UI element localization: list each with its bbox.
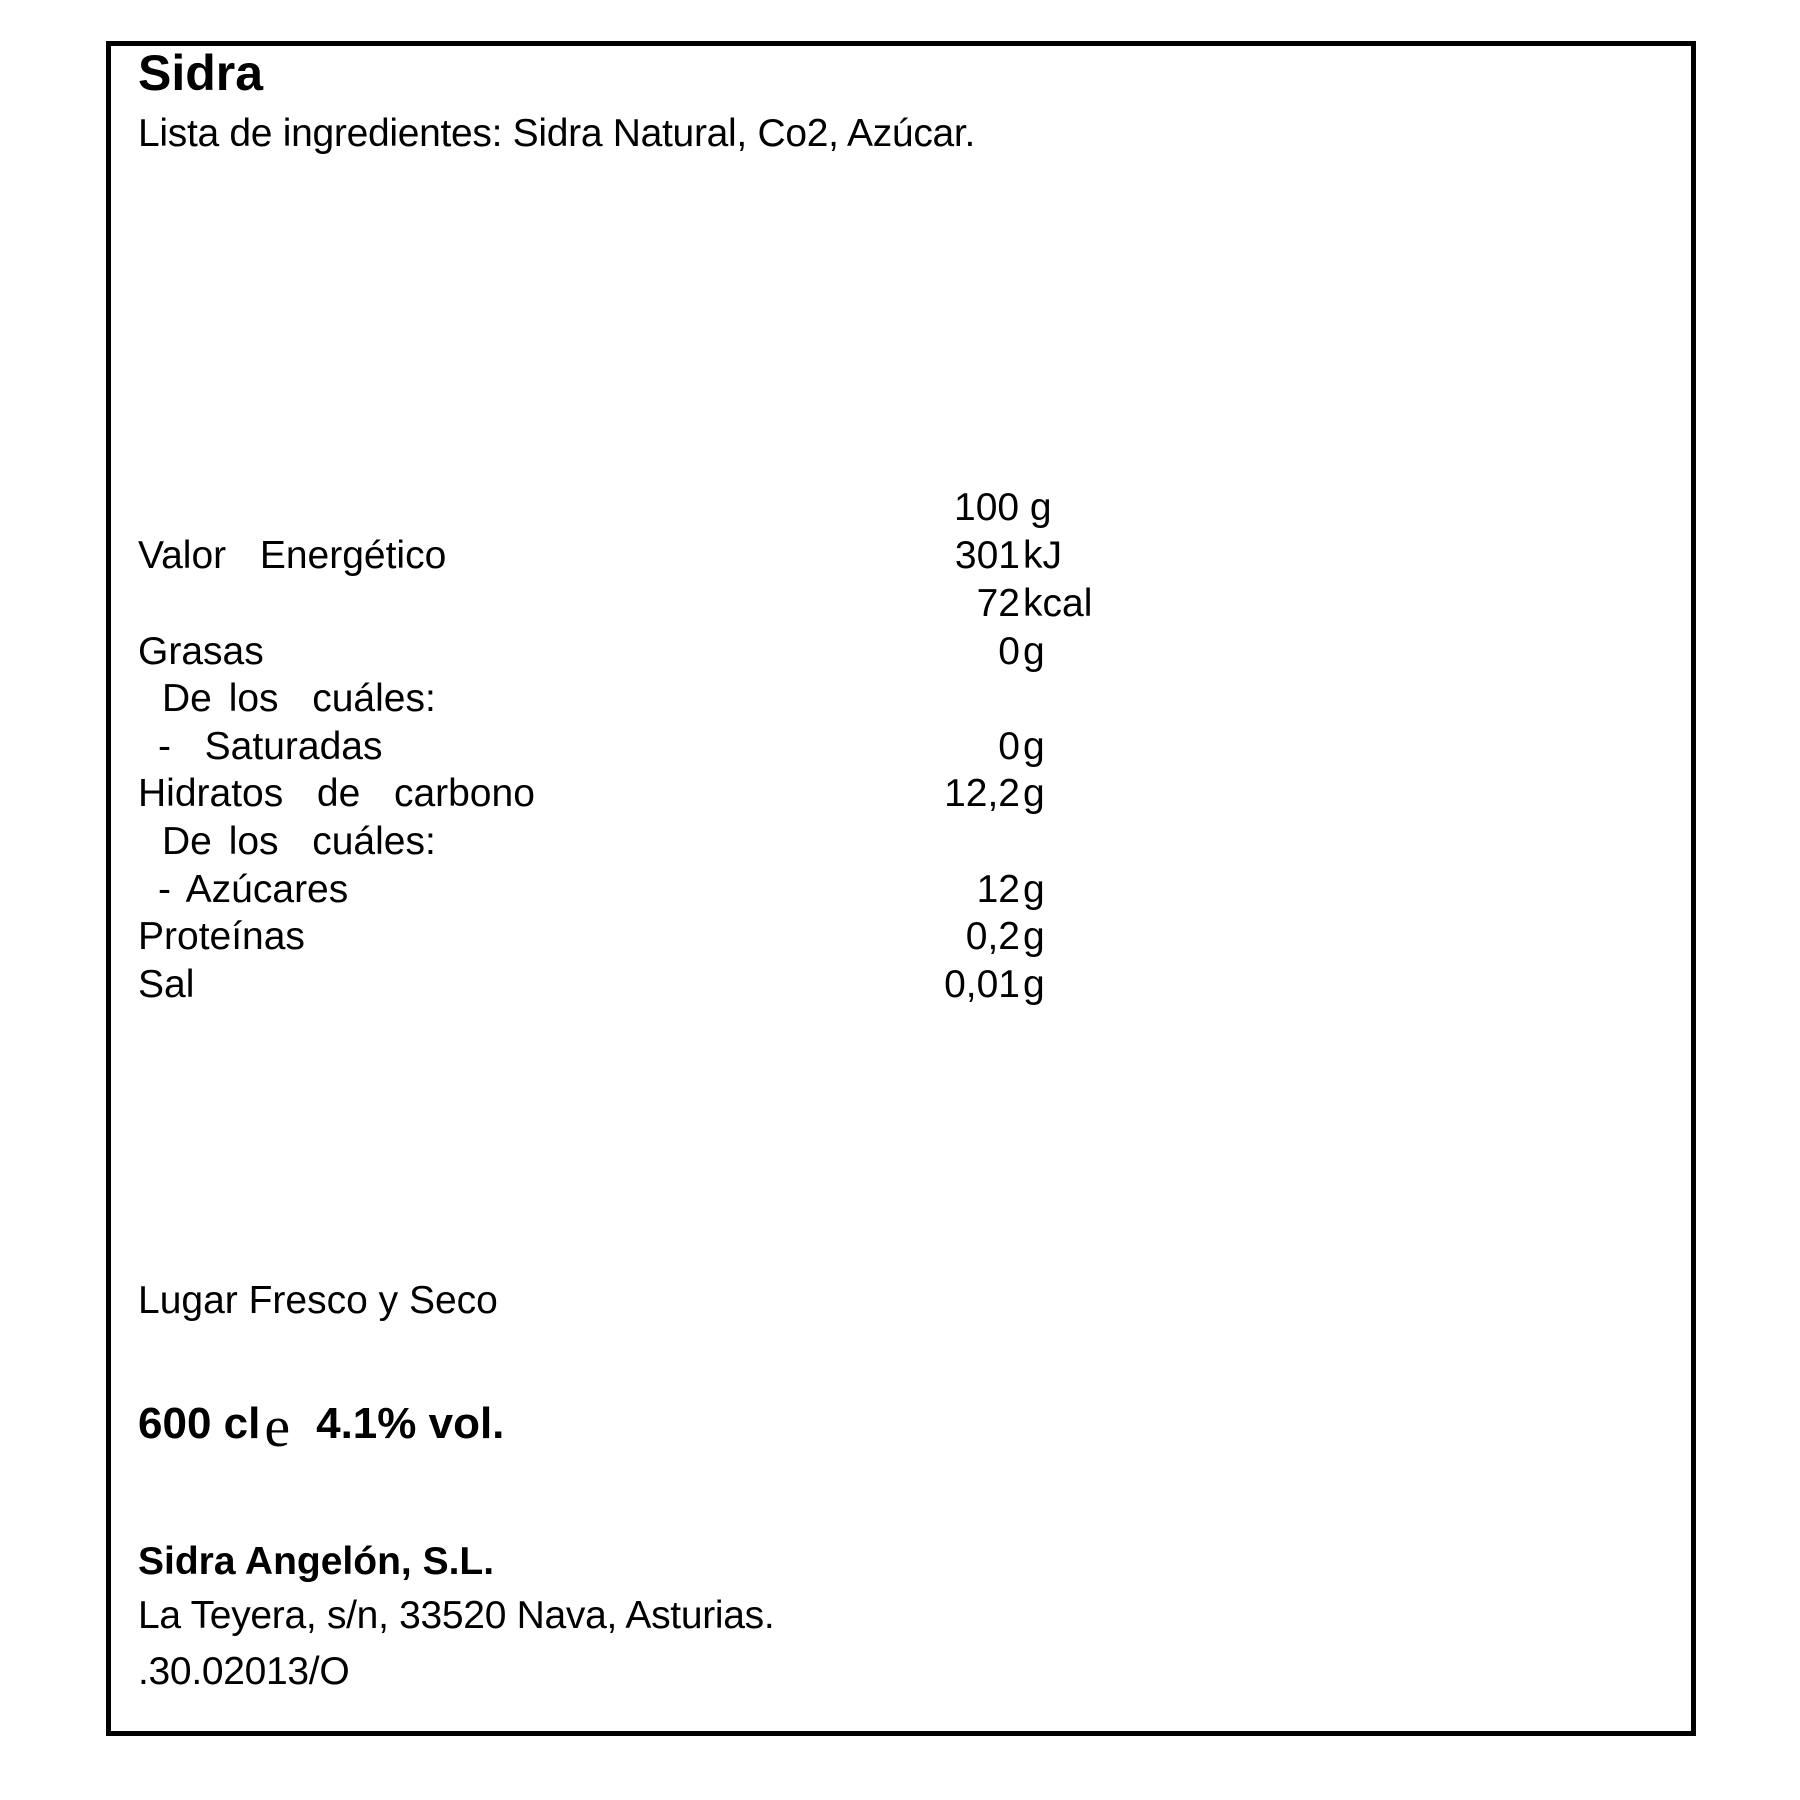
nutrition-row-salt (0, 963, 1800, 1011)
nutrient-value: 0,2 (965, 915, 1020, 958)
nutrient-value: 12,2 (944, 772, 1020, 815)
net-quantity: 600 cl (138, 1399, 261, 1448)
nutrition-header-row (0, 486, 1800, 534)
nutrient-value: 0 (998, 725, 1020, 768)
nutrient-label: Sal (138, 963, 195, 1006)
nutrient-value: 301 (954, 534, 1020, 577)
nutrition-row-sugars (0, 868, 1800, 916)
nutrient-label: Hidratos de carbono (138, 772, 535, 815)
producer-name: Sidra Angelón, S.L. (138, 1540, 495, 1583)
producer-address: La Teyera, s/n, 33520 Nava, Asturias. (138, 1594, 775, 1637)
storage-instructions: Lugar Fresco y Seco (138, 1279, 498, 1322)
nutrient-label: Grasas (138, 630, 264, 673)
registry-number: .30.02013/O (138, 1650, 350, 1693)
nutrient-sublabel: De los cuáles: (162, 677, 436, 720)
nutrition-row-fat (0, 630, 1800, 678)
nutrient-label: - Saturadas (158, 725, 383, 768)
nutrient-unit: kcal (1023, 582, 1093, 625)
nutrient-unit: g (1023, 725, 1045, 768)
nutrient-value: 12 (976, 868, 1020, 911)
nutrient-unit: kJ (1023, 534, 1062, 577)
estimated-sign-icon: e (264, 1394, 291, 1459)
nutrition-row-carbohydrates (0, 772, 1800, 820)
product-title: Sidra (138, 45, 264, 101)
ingredients-list: Lista de ingredientes: Sidra Natural, Co2, Azúcar. (138, 112, 975, 155)
nutrition-row-saturated (0, 725, 1800, 773)
volume-line (138, 1390, 505, 1459)
nutrition-row-protein (0, 915, 1800, 963)
nutrition-row-carbs-of-which (0, 820, 1800, 868)
nutrient-value: 0,01 (944, 963, 1020, 1006)
nutrient-value: 0 (998, 630, 1020, 673)
nutrient-value: 72 (976, 582, 1020, 625)
alcohol-content: 4.1% vol. (316, 1399, 505, 1448)
nutrient-unit: g (1023, 772, 1045, 815)
nutrition-row-energy-kcal (0, 582, 1800, 630)
nutrition-row-fat-of-which (0, 677, 1800, 725)
nutrient-label: Proteínas (138, 915, 305, 958)
nutrient-sublabel: De los cuáles: (162, 820, 436, 863)
nutrient-label: - Azúcares (158, 868, 349, 911)
nutrient-label: Valor Energético (138, 534, 447, 577)
nutrient-unit: g (1023, 963, 1045, 1006)
nutrient-unit: g (1023, 630, 1045, 673)
nutrient-unit: g (1023, 915, 1045, 958)
serving-basis: 100 g (954, 486, 1052, 529)
nutrition-row-energy-kj (0, 534, 1800, 582)
nutrient-unit: g (1023, 868, 1045, 911)
